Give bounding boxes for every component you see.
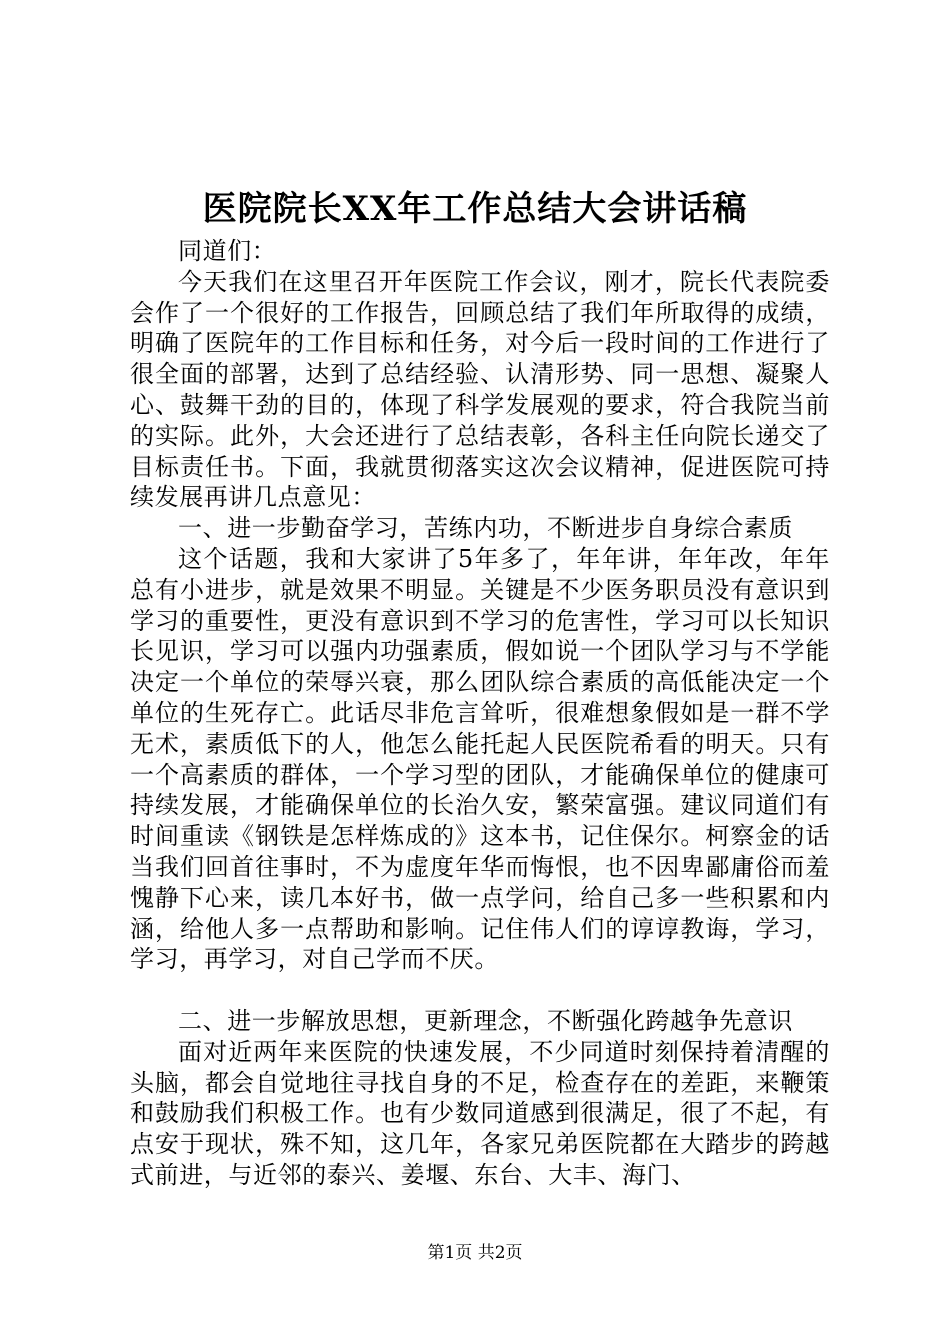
paragraph-gap <box>130 975 830 1006</box>
section-heading-2: 二、进一步解放思想，更新理念，不断强化跨越争先意识 <box>178 1006 793 1035</box>
salutation: 同道们： <box>178 237 277 265</box>
paragraph-intro: 今天我们在这里召开年医院工作会议，刚才，院长代表院委会作了一个很好的工作报告，回顾总结了我们年所取得的成绩，明确了医院年的工作目标和任务，对今后一段时间的工作进行了很全面的部署，达到了总结经验、认清形势、同一思想、凝聚人心、鼓舞干劲的目的，体现了科学发展观的要求，符合我院当前的实际。此外，大会还进行了总结表彰，各科主任向院长递交了目标责任书。下面，我就贯彻落实这次会议精神，促进医院可持续发展再讲几点意见： <box>130 267 830 512</box>
document-body <box>130 236 830 1191</box>
paragraph-development: 面对近两年来医院的快速发展，不少同道时刻保持着清醒的头脑，都会自觉地往寻找自身的不足，检查存在的差距，来鞭策和鼓励我们积极工作。也有少数同道感到很满足，很了不起，有点安于现状，殊不知，这几年，各家兄弟医院都在大踏步的跨越式前进，与近邻的泰兴、姜堰、东台、大丰、海门、 <box>130 1037 830 1189</box>
section-heading-1: 一、进一步勤奋学习，苦练内功，不断进步自身综合素质 <box>178 514 793 543</box>
document-title: 医院院长XX年工作总结大会讲话稿 <box>202 189 748 229</box>
paragraph-study: 这个话题，我和大家讲了5年多了，年年讲，年年改，年年总有小进步，就是效果不明显。关键是不少医务职员没有意识到学习的重要性，更没有意识到不学习的危害性，学习可以长知识长见识，学习可以强内功强素质，假如说一个团队学习与不学能决定一个单位的荣辱兴衰，那么团队综合素质的高低能决定一个单位的生死存亡。此话尽非危言耸听，很难想象假如是一群不学无术，素质低下的人，他怎么能托起人民医院希看的明天。只有一个高素质的群体，一个学习型的团队，才能确保单位的健康可持续发展，才能确保单位的长治久安，繁荣富强。建议同道们有时间重读《钢铁是怎样炼成的》这本书，记住保尔。柯察金的话当我们回首往事时，不为虚度年华而悔恨，也不因卑鄙庸俗而羞愧静下心来，读几本好书，做一点学问，给自己多一些积累和内涵，给他人多一点帮助和影响。记住伟人们的谆谆教诲，学习，学习，再学习，对自己学而不厌。 <box>130 544 830 974</box>
page-number-footer: 第1页 共2页 <box>427 1243 523 1263</box>
